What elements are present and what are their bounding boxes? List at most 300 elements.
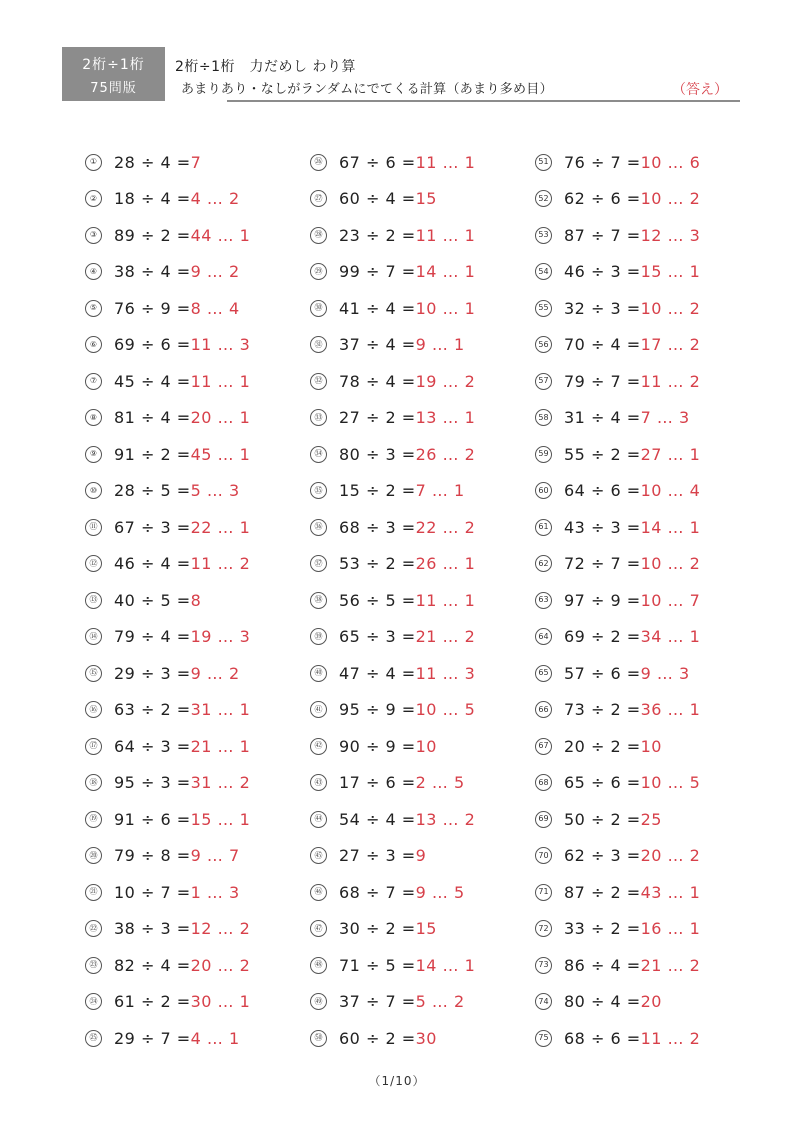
problem-row — [85, 254, 305, 291]
problem-question: 67 ÷ 6 = — [339, 152, 416, 172]
problem-number: 75 — [535, 1030, 552, 1047]
problem-question: 28 ÷ 5 = — [114, 481, 191, 501]
problem-number: ㉞ — [310, 446, 327, 463]
problem-row — [85, 181, 305, 218]
problem-number: ㉕ — [85, 1030, 102, 1047]
problem-row — [310, 728, 530, 765]
problem-answer: 19 … 3 — [190, 627, 251, 647]
problem-number: ㊴ — [310, 628, 327, 645]
problem-row — [535, 947, 755, 984]
problem-answer: 12 … 2 — [190, 919, 251, 939]
problem-question: 41 ÷ 4 = — [339, 298, 416, 318]
problem-answer: 19 … 2 — [415, 371, 476, 391]
problem-answer: 11 … 1 — [415, 152, 476, 172]
problem-row — [85, 363, 305, 400]
problem-answer: 8 … 4 — [190, 298, 240, 318]
problem-number: 68 — [535, 774, 552, 791]
problem-number: ⑬ — [85, 592, 102, 609]
problem-answer: 44 … 1 — [190, 225, 251, 245]
problem-number: ⑱ — [85, 774, 102, 791]
problem-number: 61 — [535, 519, 552, 536]
problem-question: 72 ÷ 7 = — [564, 554, 641, 574]
problem-row — [310, 984, 530, 1021]
problem-question: 32 ÷ 3 = — [564, 298, 641, 318]
problem-row — [85, 619, 305, 656]
problem-row — [535, 1020, 755, 1057]
problem-row — [310, 947, 530, 984]
problem-row — [310, 144, 530, 181]
problem-answer: 11 … 2 — [640, 1028, 701, 1048]
problem-answer: 25 — [640, 809, 662, 829]
problem-number: ⑥ — [85, 336, 102, 353]
problem-answer: 9 … 3 — [640, 663, 690, 683]
problem-row — [310, 181, 530, 218]
problem-number: 65 — [535, 665, 552, 682]
problem-number: 58 — [535, 409, 552, 426]
problem-question: 70 ÷ 4 = — [564, 335, 641, 355]
problem-row — [310, 254, 530, 291]
problem-number: ⑧ — [85, 409, 102, 426]
problem-answer: 30 — [415, 1028, 437, 1048]
problem-question: 17 ÷ 6 = — [339, 773, 416, 793]
problem-number: 71 — [535, 884, 552, 901]
problem-question: 40 ÷ 5 = — [114, 590, 191, 610]
problem-number: 72 — [535, 920, 552, 937]
problem-question: 62 ÷ 3 = — [564, 846, 641, 866]
problem-question: 68 ÷ 6 = — [564, 1028, 641, 1048]
problem-answer: 10 … 2 — [640, 554, 701, 574]
problem-number: ㊻ — [310, 884, 327, 901]
problem-number: 60 — [535, 482, 552, 499]
problem-answer: 12 … 3 — [640, 225, 701, 245]
problem-row — [85, 546, 305, 583]
problem-number: 57 — [535, 373, 552, 390]
problem-row — [535, 838, 755, 875]
problem-answer: 9 … 7 — [190, 846, 240, 866]
problem-number: 53 — [535, 227, 552, 244]
problem-row — [535, 181, 755, 218]
problem-row — [85, 838, 305, 875]
problem-row — [535, 765, 755, 802]
problem-answer: 26 … 1 — [415, 554, 476, 574]
problem-question: 64 ÷ 6 = — [564, 481, 641, 501]
problem-row — [85, 728, 305, 765]
problem-number: ㊺ — [310, 847, 327, 864]
problem-question: 65 ÷ 3 = — [339, 627, 416, 647]
badge-count: 75問版 — [90, 81, 137, 96]
problem-answer: 21 … 1 — [190, 736, 251, 756]
problem-number: ㊼ — [310, 920, 327, 937]
problem-number: 54 — [535, 263, 552, 280]
problem-row — [85, 1020, 305, 1057]
problem-question: 69 ÷ 2 = — [564, 627, 641, 647]
problem-row — [535, 509, 755, 546]
problem-number: ⑤ — [85, 300, 102, 317]
problem-answer: 1 … 3 — [190, 882, 240, 902]
problem-question: 61 ÷ 2 = — [114, 992, 191, 1012]
problem-number: ㉚ — [310, 300, 327, 317]
problem-question: 37 ÷ 7 = — [339, 992, 416, 1012]
problem-number: ③ — [85, 227, 102, 244]
problem-question: 86 ÷ 4 = — [564, 955, 641, 975]
problem-question: 67 ÷ 3 = — [114, 517, 191, 537]
problem-question: 80 ÷ 3 = — [339, 444, 416, 464]
problem-number: ㊲ — [310, 555, 327, 572]
problem-answer: 10 … 2 — [640, 298, 701, 318]
problem-number: 55 — [535, 300, 552, 317]
problem-number: ㊾ — [310, 993, 327, 1010]
problem-answer: 9 … 1 — [415, 335, 465, 355]
answer-label: （答え） — [672, 82, 728, 98]
problem-answer: 11 … 1 — [190, 371, 251, 391]
problem-question: 46 ÷ 3 = — [564, 262, 641, 282]
problem-column-2 — [310, 144, 530, 1057]
problem-answer: 14 … 1 — [640, 517, 701, 537]
problem-column-1 — [85, 144, 305, 1057]
problem-question: 29 ÷ 7 = — [114, 1028, 191, 1048]
problem-answer: 9 — [415, 846, 427, 866]
problem-answer: 21 … 2 — [640, 955, 701, 975]
problem-answer: 10 … 6 — [640, 152, 701, 172]
problem-answer: 22 … 1 — [190, 517, 251, 537]
problem-row — [85, 692, 305, 729]
problem-row — [535, 254, 755, 291]
problem-question: 73 ÷ 2 = — [564, 700, 641, 720]
problem-answer: 7 — [190, 152, 202, 172]
problem-grid — [85, 144, 725, 1054]
problem-row — [535, 546, 755, 583]
problem-number: ⑦ — [85, 373, 102, 390]
problem-question: 57 ÷ 6 = — [564, 663, 641, 683]
problem-number: 59 — [535, 446, 552, 463]
problem-number: ⑰ — [85, 738, 102, 755]
problem-answer: 13 … 1 — [415, 408, 476, 428]
problem-answer: 15 … 1 — [640, 262, 701, 282]
problem-number: 63 — [535, 592, 552, 609]
problem-row — [535, 984, 755, 1021]
problem-number: ㉓ — [85, 957, 102, 974]
problem-number: ⑨ — [85, 446, 102, 463]
problem-row — [85, 327, 305, 364]
problem-answer: 34 … 1 — [640, 627, 701, 647]
problem-number: ㊹ — [310, 811, 327, 828]
problem-number: 52 — [535, 190, 552, 207]
problem-question: 63 ÷ 2 = — [114, 700, 191, 720]
problem-answer: 31 … 1 — [190, 700, 251, 720]
worksheet-title: 2桁÷1桁 力だめし わり算 — [175, 59, 356, 75]
problem-row — [535, 801, 755, 838]
problem-row — [85, 874, 305, 911]
problem-row — [85, 400, 305, 437]
problem-question: 30 ÷ 2 = — [339, 919, 416, 939]
header-rule — [227, 100, 740, 102]
problem-row — [310, 838, 530, 875]
problem-answer: 11 … 2 — [190, 554, 251, 574]
problem-answer: 10 … 5 — [640, 773, 701, 793]
problem-answer: 4 … 1 — [190, 1028, 240, 1048]
problem-number: ㉔ — [85, 993, 102, 1010]
problem-number: ⑭ — [85, 628, 102, 645]
problem-question: 82 ÷ 4 = — [114, 955, 191, 975]
problem-row — [535, 327, 755, 364]
problem-number: ④ — [85, 263, 102, 280]
problem-answer: 5 … 2 — [415, 992, 465, 1012]
problem-answer: 17 … 2 — [640, 335, 701, 355]
problem-number: 66 — [535, 701, 552, 718]
problem-answer: 10 — [415, 736, 437, 756]
problem-answer: 8 — [190, 590, 202, 610]
problem-question: 53 ÷ 2 = — [339, 554, 416, 574]
problem-row — [85, 509, 305, 546]
problem-number: ㉛ — [310, 336, 327, 353]
problem-row — [85, 144, 305, 181]
problem-row — [310, 436, 530, 473]
problem-row — [535, 619, 755, 656]
problem-number: 74 — [535, 993, 552, 1010]
problem-question: 28 ÷ 4 = — [114, 152, 191, 172]
problem-number: ⑲ — [85, 811, 102, 828]
problem-answer: 15 … 1 — [190, 809, 251, 829]
problem-row — [310, 582, 530, 619]
problem-question: 29 ÷ 3 = — [114, 663, 191, 683]
level-badge — [62, 47, 165, 101]
problem-question: 60 ÷ 4 = — [339, 189, 416, 209]
problem-row — [310, 655, 530, 692]
problem-row — [85, 473, 305, 510]
problem-row — [310, 619, 530, 656]
problem-row — [85, 947, 305, 984]
problem-answer: 27 … 1 — [640, 444, 701, 464]
problem-number: ㉝ — [310, 409, 327, 426]
problem-row — [85, 984, 305, 1021]
problem-number: ㉙ — [310, 263, 327, 280]
problem-answer: 10 … 4 — [640, 481, 701, 501]
problem-question: 55 ÷ 2 = — [564, 444, 641, 464]
problem-row — [310, 473, 530, 510]
problem-number: ⑮ — [85, 665, 102, 682]
problem-number: 69 — [535, 811, 552, 828]
problem-answer: 5 … 3 — [190, 481, 240, 501]
problem-row — [310, 801, 530, 838]
problem-question: 79 ÷ 8 = — [114, 846, 191, 866]
problem-row — [310, 546, 530, 583]
problem-number: ㊶ — [310, 701, 327, 718]
problem-question: 45 ÷ 4 = — [114, 371, 191, 391]
problem-answer: 14 … 1 — [415, 955, 476, 975]
problem-question: 91 ÷ 2 = — [114, 444, 191, 464]
problem-question: 31 ÷ 4 = — [564, 408, 641, 428]
problem-question: 76 ÷ 9 = — [114, 298, 191, 318]
problem-question: 76 ÷ 7 = — [564, 152, 641, 172]
problem-question: 87 ÷ 7 = — [564, 225, 641, 245]
problem-number: ㊷ — [310, 738, 327, 755]
problem-question: 46 ÷ 4 = — [114, 554, 191, 574]
problem-answer: 20 … 1 — [190, 408, 251, 428]
problem-question: 79 ÷ 7 = — [564, 371, 641, 391]
problem-row — [85, 217, 305, 254]
problem-question: 15 ÷ 2 = — [339, 481, 416, 501]
problem-question: 65 ÷ 6 = — [564, 773, 641, 793]
problem-question: 64 ÷ 3 = — [114, 736, 191, 756]
page-number: （1/10） — [368, 1074, 426, 1088]
problem-row — [310, 1020, 530, 1057]
problem-number: 73 — [535, 957, 552, 974]
problem-answer: 22 … 2 — [415, 517, 476, 537]
problem-row — [85, 290, 305, 327]
problem-answer: 9 … 2 — [190, 262, 240, 282]
problem-question: 69 ÷ 6 = — [114, 335, 191, 355]
problem-row — [535, 400, 755, 437]
problem-number: 67 — [535, 738, 552, 755]
problem-question: 47 ÷ 4 = — [339, 663, 416, 683]
problem-answer: 16 … 1 — [640, 919, 701, 939]
problem-row — [535, 436, 755, 473]
problem-row — [85, 911, 305, 948]
problem-question: 80 ÷ 4 = — [564, 992, 641, 1012]
problem-row — [535, 473, 755, 510]
problem-question: 95 ÷ 9 = — [339, 700, 416, 720]
problem-number: ⑪ — [85, 519, 102, 536]
problem-answer: 2 … 5 — [415, 773, 465, 793]
problem-question: 38 ÷ 3 = — [114, 919, 191, 939]
problem-number: 51 — [535, 154, 552, 171]
problem-question: 60 ÷ 2 = — [339, 1028, 416, 1048]
problem-answer: 11 … 1 — [415, 590, 476, 610]
problem-row — [310, 217, 530, 254]
problem-number: 56 — [535, 336, 552, 353]
problem-answer: 21 … 2 — [415, 627, 476, 647]
problem-number: ⑩ — [85, 482, 102, 499]
problem-number: ㉗ — [310, 190, 327, 207]
problem-row — [535, 363, 755, 400]
problem-number: 62 — [535, 555, 552, 572]
problem-row — [85, 765, 305, 802]
problem-row — [85, 582, 305, 619]
problem-number: ㉒ — [85, 920, 102, 937]
problem-question: 68 ÷ 7 = — [339, 882, 416, 902]
problem-row — [535, 728, 755, 765]
problem-number: ㊳ — [310, 592, 327, 609]
problem-answer: 14 … 1 — [415, 262, 476, 282]
worksheet-header — [62, 47, 740, 101]
problem-answer: 10 … 1 — [415, 298, 476, 318]
problem-number: ㉜ — [310, 373, 327, 390]
problem-question: 79 ÷ 4 = — [114, 627, 191, 647]
problem-answer: 10 … 2 — [640, 189, 701, 209]
problem-question: 89 ÷ 2 = — [114, 225, 191, 245]
badge-title: 2桁÷1桁 — [82, 57, 145, 73]
problem-row — [310, 911, 530, 948]
problem-row — [85, 655, 305, 692]
problem-row — [535, 874, 755, 911]
problem-question: 78 ÷ 4 = — [339, 371, 416, 391]
problem-row — [535, 911, 755, 948]
problem-number: ⑳ — [85, 847, 102, 864]
problem-answer: 13 … 2 — [415, 809, 476, 829]
problem-row — [535, 692, 755, 729]
problem-question: 54 ÷ 4 = — [339, 809, 416, 829]
problem-row — [535, 582, 755, 619]
problem-question: 71 ÷ 5 = — [339, 955, 416, 975]
problem-answer: 11 … 2 — [640, 371, 701, 391]
problem-answer: 20 … 2 — [640, 846, 701, 866]
problem-answer: 30 … 1 — [190, 992, 251, 1012]
problem-question: 81 ÷ 4 = — [114, 408, 191, 428]
problem-row — [310, 400, 530, 437]
problem-answer: 43 … 1 — [640, 882, 701, 902]
problem-row — [310, 692, 530, 729]
problem-answer: 45 … 1 — [190, 444, 251, 464]
problem-row — [535, 655, 755, 692]
problem-row — [535, 217, 755, 254]
problem-answer: 7 … 3 — [640, 408, 690, 428]
problem-answer: 11 … 1 — [415, 225, 476, 245]
problem-answer: 20 … 2 — [190, 955, 251, 975]
problem-answer: 10 … 5 — [415, 700, 476, 720]
problem-answer: 10 — [640, 736, 662, 756]
problem-question: 90 ÷ 9 = — [339, 736, 416, 756]
problem-row — [310, 327, 530, 364]
problem-answer: 9 … 5 — [415, 882, 465, 902]
problem-question: 68 ÷ 3 = — [339, 517, 416, 537]
problem-number: ① — [85, 154, 102, 171]
problem-number: ㊿ — [310, 1030, 327, 1047]
problem-row — [85, 801, 305, 838]
problem-number: 64 — [535, 628, 552, 645]
problem-question: 87 ÷ 2 = — [564, 882, 641, 902]
problem-answer: 15 — [415, 919, 437, 939]
problem-number: ㉖ — [310, 154, 327, 171]
worksheet-subtitle: あまりあり・なしがランダムにでてくる計算（あまり多め目） — [181, 82, 553, 97]
problem-question: 95 ÷ 3 = — [114, 773, 191, 793]
problem-answer: 26 … 2 — [415, 444, 476, 464]
problem-answer: 4 … 2 — [190, 189, 240, 209]
problem-number: ㊽ — [310, 957, 327, 974]
problem-number: ⑯ — [85, 701, 102, 718]
problem-answer: 11 … 3 — [415, 663, 476, 683]
problem-question: 38 ÷ 4 = — [114, 262, 191, 282]
problem-number: ㉑ — [85, 884, 102, 901]
problem-question: 20 ÷ 2 = — [564, 736, 641, 756]
problem-answer: 7 … 1 — [415, 481, 465, 501]
problem-question: 37 ÷ 4 = — [339, 335, 416, 355]
problem-number: 70 — [535, 847, 552, 864]
problem-question: 23 ÷ 2 = — [339, 225, 416, 245]
problem-answer: 10 … 7 — [640, 590, 701, 610]
problem-answer: 36 … 1 — [640, 700, 701, 720]
problem-row — [310, 363, 530, 400]
problem-question: 91 ÷ 6 = — [114, 809, 191, 829]
problem-number: ② — [85, 190, 102, 207]
problem-number: ㉟ — [310, 482, 327, 499]
problem-column-3 — [535, 144, 755, 1057]
problem-question: 99 ÷ 7 = — [339, 262, 416, 282]
problem-question: 50 ÷ 2 = — [564, 809, 641, 829]
problem-question: 27 ÷ 3 = — [339, 846, 416, 866]
problem-row — [310, 765, 530, 802]
problem-question: 10 ÷ 7 = — [114, 882, 191, 902]
problem-question: 62 ÷ 6 = — [564, 189, 641, 209]
problem-row — [535, 144, 755, 181]
problem-question: 33 ÷ 2 = — [564, 919, 641, 939]
problem-question: 27 ÷ 2 = — [339, 408, 416, 428]
problem-number: ⑫ — [85, 555, 102, 572]
problem-question: 43 ÷ 3 = — [564, 517, 641, 537]
problem-number: ㊱ — [310, 519, 327, 536]
problem-number: ㊸ — [310, 774, 327, 791]
problem-row — [310, 874, 530, 911]
problem-question: 18 ÷ 4 = — [114, 189, 191, 209]
